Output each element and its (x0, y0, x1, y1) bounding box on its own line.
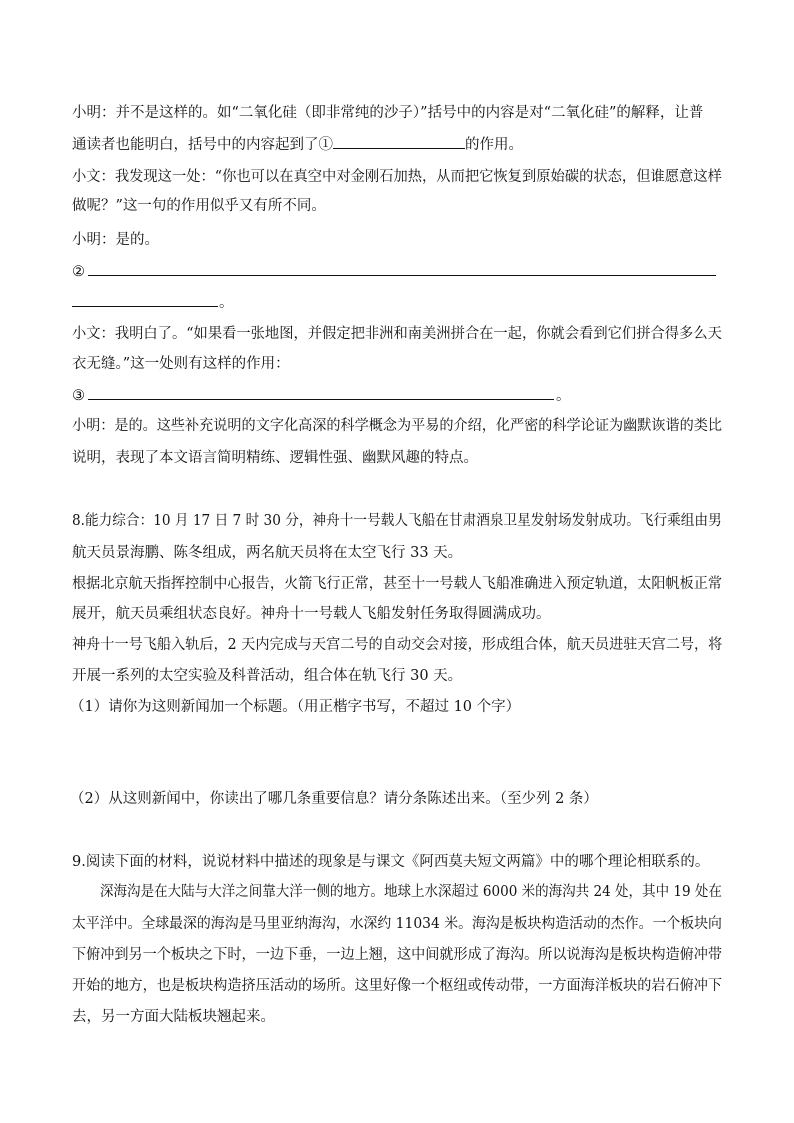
text: 的作用。 (465, 137, 523, 153)
text: （2）从这则新闻中，你读出了哪几条重要信息？请分条陈述出来。（至少列 2 条） (70, 791, 598, 807)
answer-blank-3[interactable] (88, 399, 554, 400)
dialogue-line (72, 196, 326, 216)
text: 通读者也能明白，括号中的内容起到了① (72, 137, 333, 153)
answer-blank-2-cont[interactable] (72, 306, 218, 307)
q8-subquestion-2 (70, 789, 598, 809)
q8-paragraph (72, 635, 722, 655)
text: 深海沟是在大陆与大洋之间靠大洋一侧的地方。地球上水深超过 6000 米的海沟共 24 处，其中 19 处在 (100, 884, 722, 900)
text: 太平洋中。全球最深的海沟是马里亚纳海沟，水深约 11034 米。海沟是板块构造活动的杰作。一个板块向 (72, 916, 722, 932)
q8-paragraph (72, 511, 722, 531)
text: 神舟十一号飞船入轨后，2 天内完成与天宫二号的自动交会对接，形成组合体，航天员进驻天宫二号，将 (72, 637, 723, 653)
dialogue-line (72, 354, 290, 374)
text: 。 (556, 388, 571, 404)
q8-paragraph (72, 543, 462, 563)
text: 。 (219, 295, 234, 311)
text: 航天员景海鹏、陈冬组成，两名航天员将在太空飞行 33 天。 (72, 545, 463, 561)
q9-title (72, 852, 709, 872)
dialogue-line (72, 416, 722, 436)
text: 9.阅读下面的材料，说说材料中描述的现象是与课文《阿西莫夫短文两篇》中的哪个理论相联系的。 (72, 854, 710, 870)
q9-paragraph (100, 882, 722, 902)
q8-paragraph (72, 574, 722, 594)
text: 根据北京航天指挥控制中心报告，火箭飞行正常，甚至十一号载人飞船准确进入预定轨道，太阳帆板正常 (72, 576, 722, 592)
answer-blank-2[interactable] (88, 275, 716, 276)
dialogue-line (72, 167, 722, 187)
q8-paragraph (72, 604, 551, 624)
dialogue-line (72, 230, 159, 250)
dialogue-line (219, 293, 234, 313)
text: 去，另一方面大陆板块翘起来。 (72, 1009, 275, 1025)
text: 小明：是的。 (72, 232, 159, 248)
text: 做呢？”这一句的作用似乎又有所不同。 (72, 198, 326, 214)
text: 说明，表现了本文语言简明精练、逻辑性强、幽默风趣的特点。 (72, 450, 478, 466)
dialogue-line (72, 134, 523, 155)
text: 小明：是的。这些补充说明的文字化高深的科学概念为平易的介绍，化严密的科学论证为幽默诙谐的类比 (72, 418, 722, 434)
text: （1）请你为这则新闻加一个标题。（用正楷字书写，不超过 10 个字） (70, 699, 521, 715)
text: 8.能力综合：10 月 17 日 7 时 30 分，神舟十一号载人飞船在甘肃酒泉卫星发射场发射成功。飞行乘组由男 (72, 513, 722, 529)
text: 小文：我发现这一处：“你也可以在真空中对金刚石加热，从而把它恢复到原始碳的状态，但谁愿意这样 (72, 169, 722, 185)
dialogue-line (72, 103, 703, 123)
q9-paragraph (72, 945, 722, 965)
text: 衣无缝。”这一处则有这样的作用： (72, 356, 290, 372)
dialogue-line (72, 324, 722, 344)
text: ② (72, 264, 85, 280)
q9-paragraph (72, 1007, 275, 1027)
q8-subquestion-1 (70, 697, 520, 717)
text: 开始的地方，也是板块构造挤压活动的场所。这里好像一个枢纽或传动带，一方面海洋板块的岩石俯冲下 (72, 978, 722, 994)
dialogue-line (72, 386, 85, 406)
text: 展开，航天员乘组状态良好。神舟十一号载人飞船发射任务取得圆满成功。 (72, 606, 551, 622)
answer-blank-1[interactable] (333, 134, 465, 149)
dialogue-line (72, 262, 85, 282)
text: 下俯冲到另一个板块之下时，一边下垂，一边上翘，这中间就形成了海沟。所以说海沟是板块构造俯冲带 (72, 947, 722, 963)
text: 开展一系列的太空实验及科普活动，组合体在轨飞行 30 天。 (72, 668, 463, 684)
text: 小文：我明白了。“如果看一张地图，并假定把非洲和南美洲拼合在一起，你就会看到它们拼合得多么天 (72, 326, 722, 342)
q8-paragraph (72, 666, 462, 686)
text: ③ (72, 388, 85, 404)
dialogue-line (556, 386, 571, 406)
text: 小明：并不是这样的。如“二氧化硅（即非常纯的沙子）”括号中的内容是对“二氧化硅”的解释，让普 (72, 105, 704, 121)
q9-paragraph (72, 914, 722, 934)
q9-paragraph (72, 976, 722, 996)
dialogue-line (72, 448, 478, 468)
